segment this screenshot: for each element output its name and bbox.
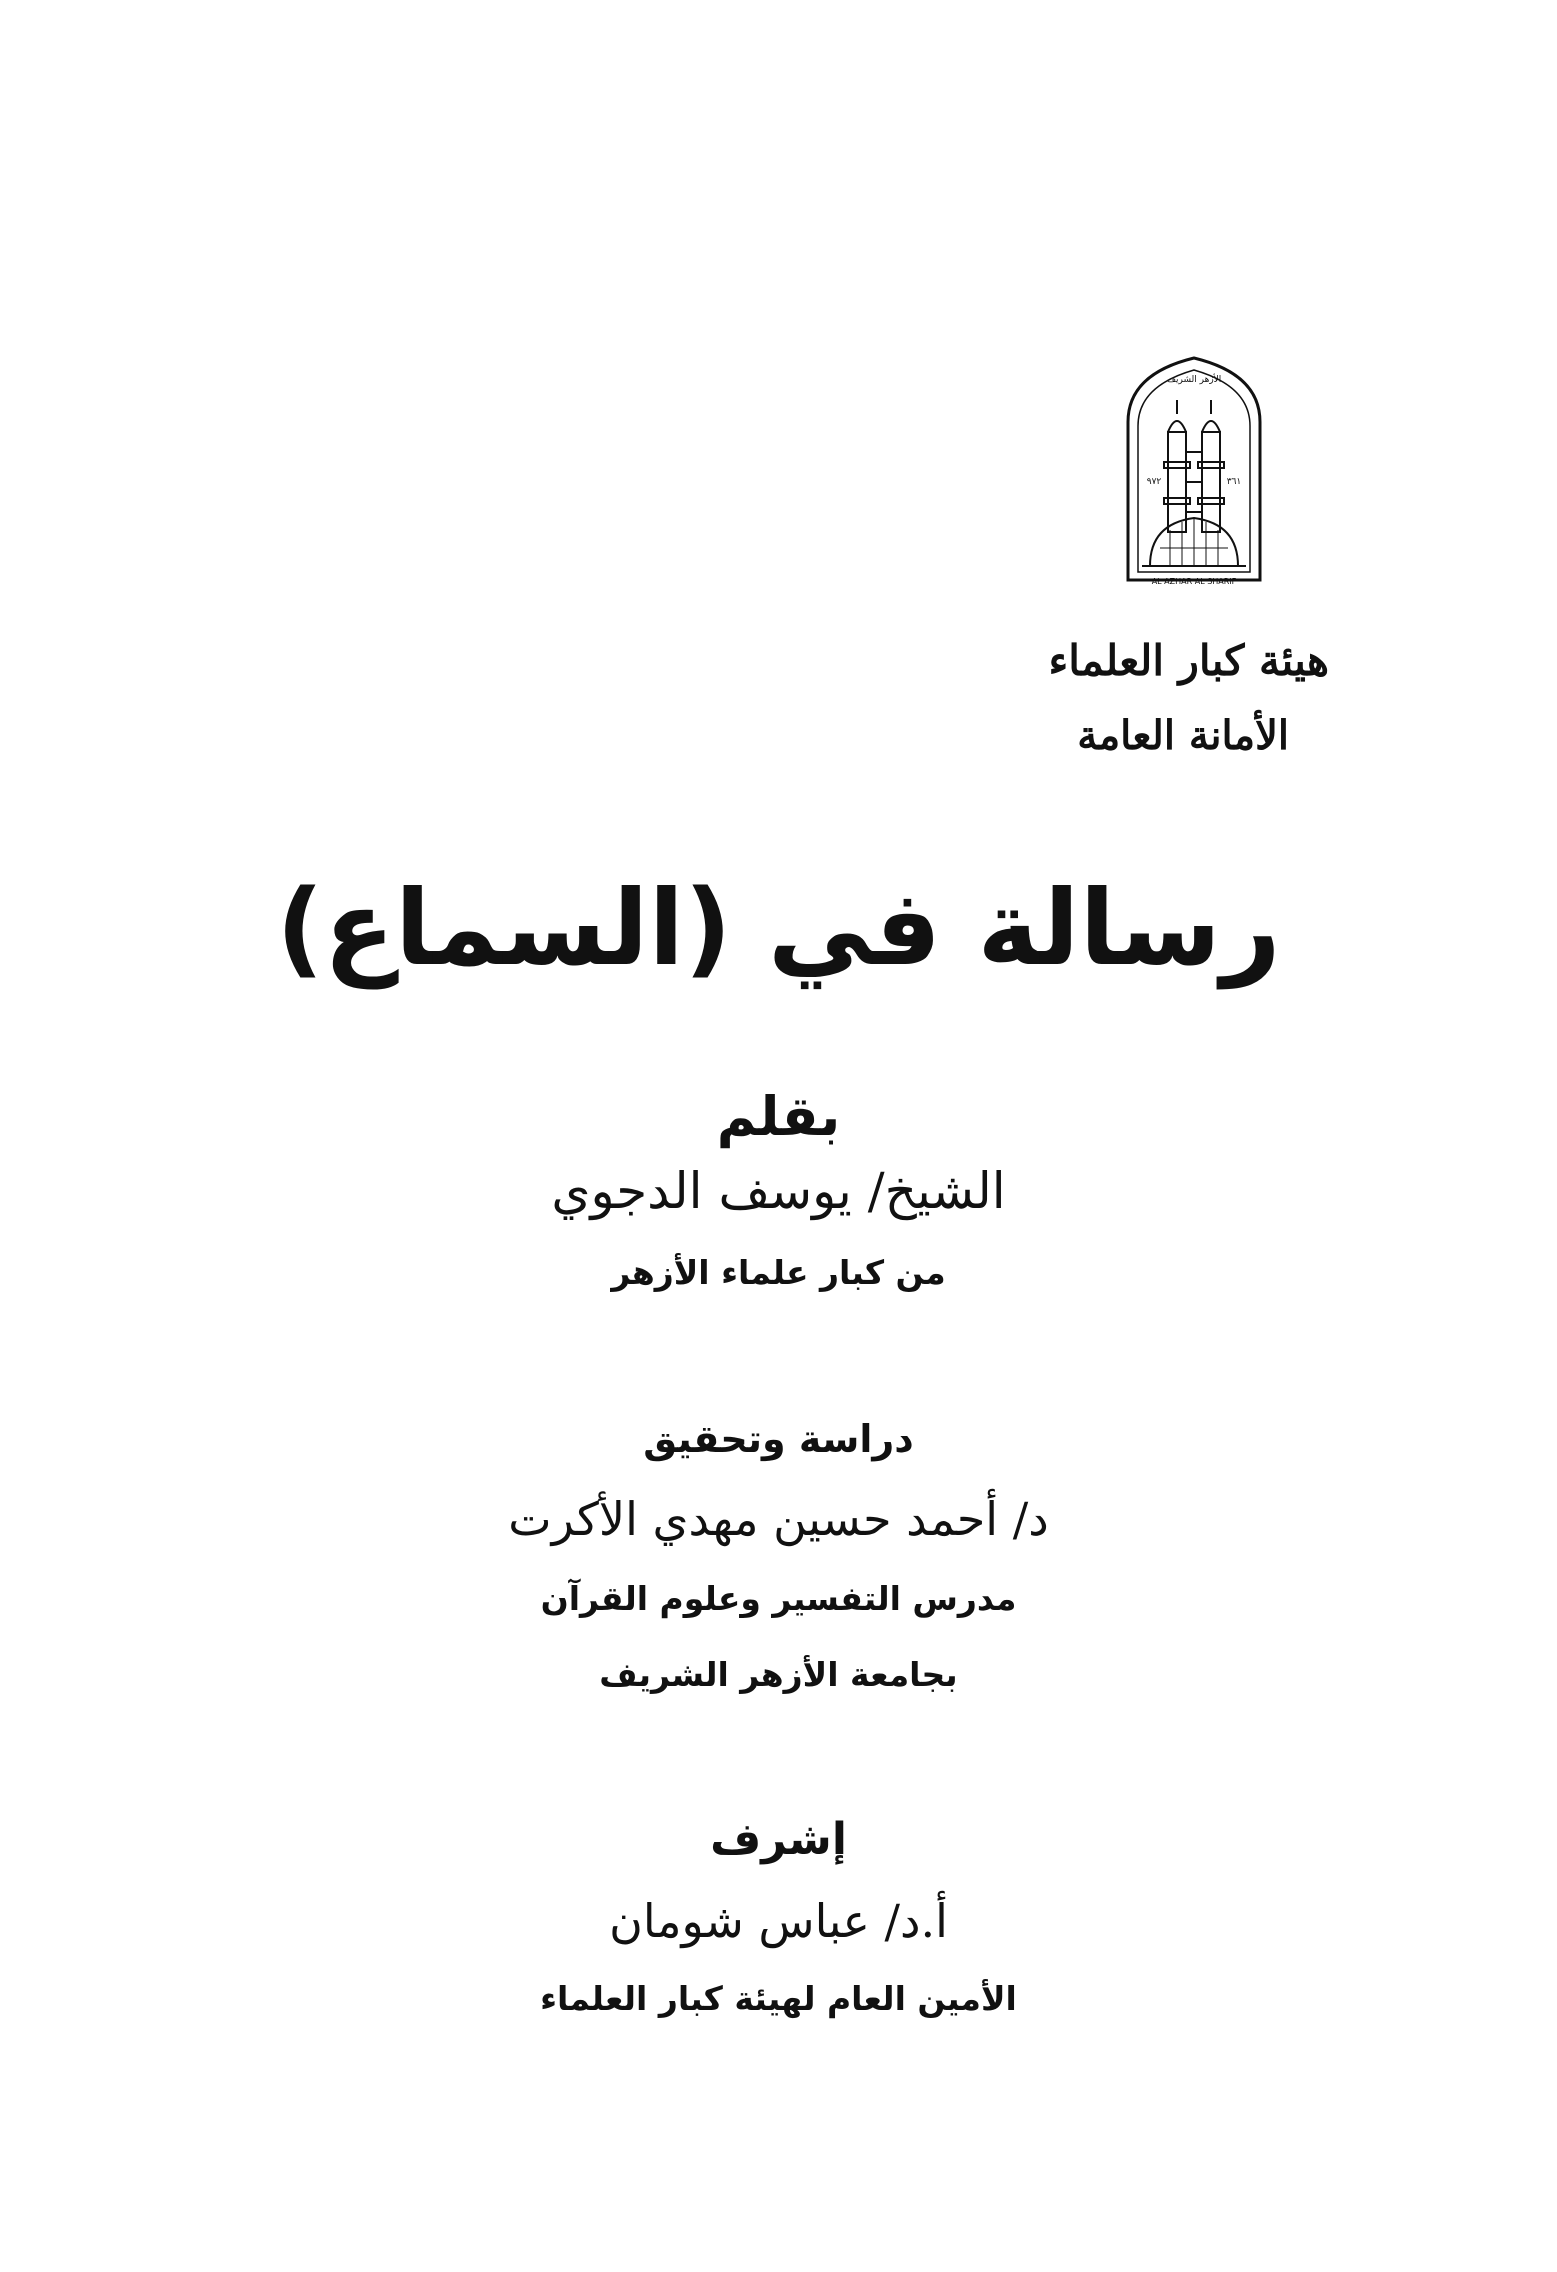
svg-text:AL AZHAR AL SHARIF: AL AZHAR AL SHARIF	[1151, 577, 1237, 586]
editor-label: دراسة وتحقيق	[643, 1417, 914, 1461]
author-description: من كبار علماء الأزهر	[611, 1253, 946, 1292]
svg-text:٩٧٢: ٩٧٢	[1146, 477, 1162, 487]
editor-name: د/ أحمد حسين مهدي الأكرت	[508, 1492, 1049, 1546]
editor-affiliation: بجامعة الأزهر الشريف	[599, 1655, 958, 1694]
supervisor-role: الأمين العام لهيئة كبار العلماء	[540, 1979, 1017, 2018]
svg-text:٣٦١: ٣٦١	[1226, 477, 1242, 487]
author-label: بقلم	[716, 1085, 841, 1148]
al-azhar-seal-icon	[1114, 352, 1274, 588]
organization-department: الأمانة العامة	[1077, 712, 1289, 759]
supervisor-name: أ.د/ عباس شومان	[609, 1894, 948, 1948]
organization-name: هيئة كبار العلماء	[1048, 636, 1329, 685]
document-title: رسالة في (السماع)	[276, 867, 1281, 989]
editor-role: مدرس التفسير وعلوم القرآن	[540, 1579, 1017, 1618]
supervisor-label: إشرف	[710, 1814, 847, 1865]
author-name: الشيخ/ يوسف الدجوي	[551, 1162, 1006, 1220]
svg-text:الأزهر الشريف: الأزهر الشريف	[1166, 375, 1222, 385]
